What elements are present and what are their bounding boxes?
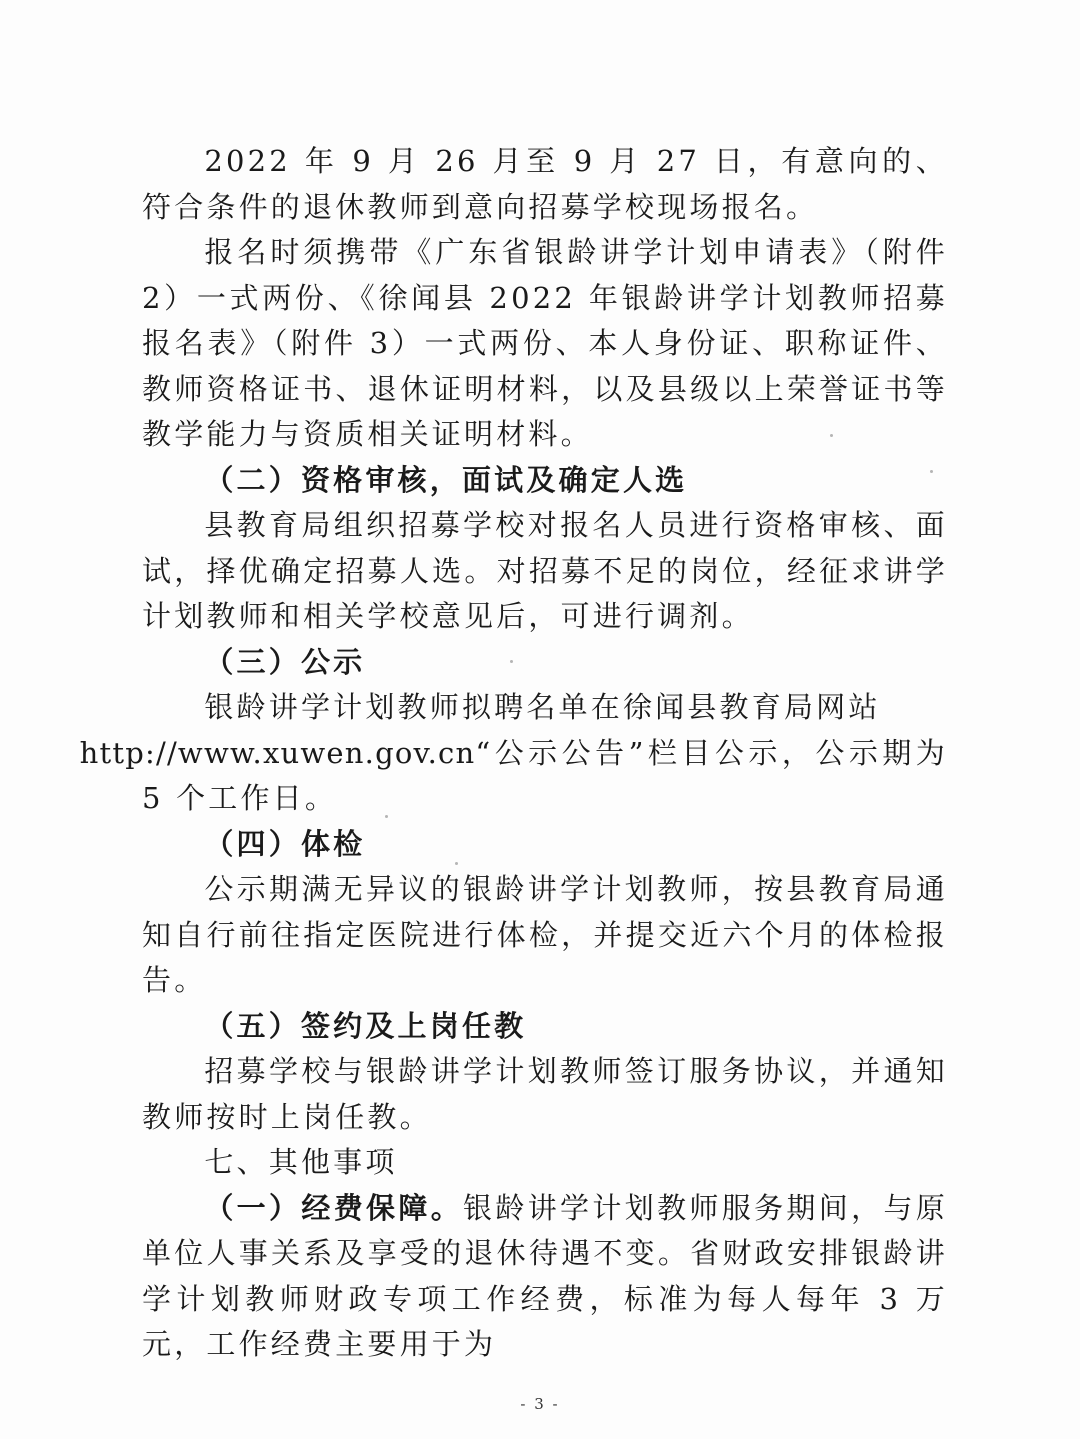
heading-health-check: （四）体检 xyxy=(204,826,366,861)
registration-materials-paragraph: 报名时须携带《广东省银龄讲学计划申请表》（附件 2）一式两份、《徐闻县 2022 年银龄讲学计划教师招募报名表》（附件 3）一式两份、本人身份证、职称证件、教师资格证书、退休证明材料，以及县级以上荣誉证书等教学能力与资质相关证明材料。 xyxy=(142,235,948,451)
document-body xyxy=(79,139,948,1368)
heading-qualification-review: （二）资格审核，面试及确定人选 xyxy=(204,462,688,497)
heading-contract-signing: （五）签约及上岗任教 xyxy=(204,1008,527,1043)
scan-speck xyxy=(385,815,388,818)
funding-guarantee-body: 银龄讲学计划教师服务期间，与原单位人事关系及享受的退休待遇不变。省财政安排银龄讲学计划教师财政专项工作经费，标准为每人每年 3 万元，工作经费主要用于为 xyxy=(142,1190,948,1361)
education-bureau-url: http://www.xuwen.gov.cn xyxy=(79,735,476,770)
registration-date-paragraph: 2022 年 9 月 26 月至 9 月 27 日，有意向的、符合条件的退休教师到意向招募学校现场报名。 xyxy=(142,144,948,224)
contract-signing-paragraph: 招募学校与银龄讲学计划教师签订服务协议，并通知教师按时上岗任教。 xyxy=(142,1054,948,1134)
scan-speck xyxy=(830,434,833,437)
public-notice-text-rest: “公示公告”栏目公示，公示期为 5 个工作日。 xyxy=(142,735,948,815)
section-other-matters: 七、其他事项 xyxy=(204,1145,398,1179)
funding-guarantee-lead: （一）经费保障。 xyxy=(204,1190,464,1225)
page-number: - 3 - xyxy=(520,1395,560,1413)
scan-speck xyxy=(455,862,458,865)
qualification-review-paragraph: 县教育局组织招募学校对报名人员进行资格审核、面试，择优确定招募人选。对招募不足的岗位，经征求讲学计划教师和相关学校意见后，可进行调剂。 xyxy=(142,508,948,633)
public-notice-paragraph xyxy=(79,685,948,822)
funding-guarantee-paragraph xyxy=(142,1186,948,1368)
scan-speck xyxy=(930,470,933,473)
scan-speck xyxy=(510,660,513,663)
health-check-paragraph: 公示期满无异议的银龄讲学计划教师，按县教育局通知自行前往指定医院进行体检，并提交近六个月的体检报告。 xyxy=(142,872,948,997)
heading-public-notice: （三）公示 xyxy=(204,644,366,679)
public-notice-text: 银龄讲学计划教师拟聘名单在徐闻县教育局网站 xyxy=(204,690,881,724)
